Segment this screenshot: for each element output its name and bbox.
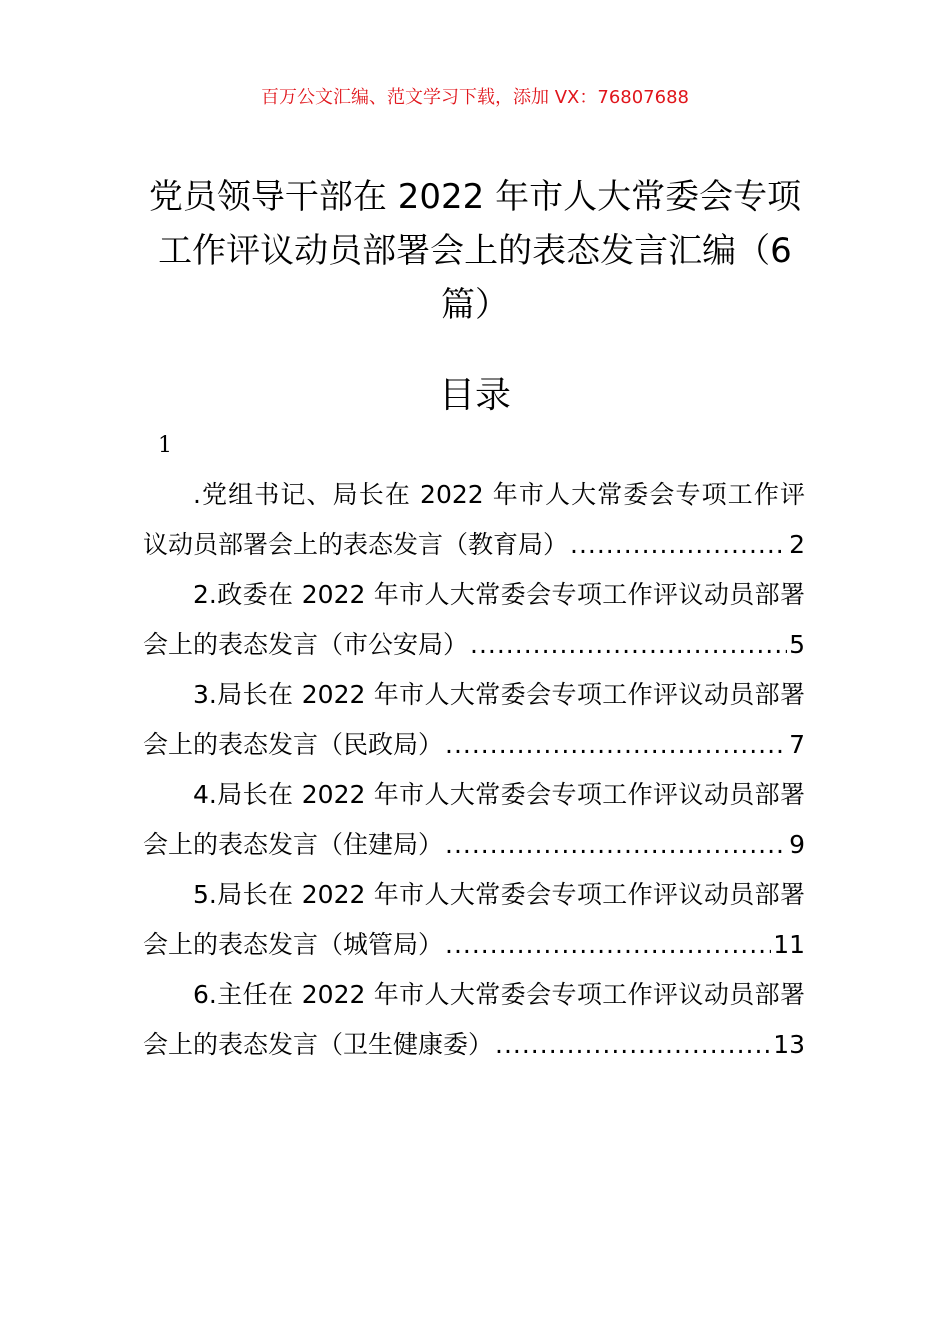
toc-entry-5[interactable]: [143, 870, 805, 970]
toc-entry-text: 会上的表态发言（卫生健康委）: [143, 1030, 494, 1059]
toc-entry-line1: 4.局长在 2022 年市人大常委会专项工作评议动员部署: [193, 780, 805, 809]
toc-page-number: 9: [789, 830, 805, 859]
document-title: 党员领导干部在 2022 年市人大常委会专项工作评议动员部署会上的表态发言汇编（6 篇）: [148, 177, 802, 325]
toc-page-number: 7: [789, 730, 805, 759]
toc-entry-line1: 6.主任在 2022 年市人大常委会专项工作评议动员部署: [193, 980, 805, 1009]
toc-entry-text: 议动员部署会上的表态发言（教育局）: [143, 530, 569, 559]
toc-entry-line2: [143, 620, 805, 670]
toc-page-number: 5: [789, 630, 805, 659]
toc-entry-line2: [143, 520, 805, 570]
toc-entry-line2: [143, 1020, 805, 1070]
toc-entry-line1: 5.局长在 2022 年市人大常委会专项工作评议动员部署: [193, 880, 805, 909]
toc-dot-leader: [445, 720, 787, 770]
header-note: 百万公文汇编、范文学习下载，添加 VX：76807688: [261, 87, 689, 108]
toc-entry-line2: [143, 720, 805, 770]
toc-heading: 目录: [438, 375, 511, 416]
toc-entry-line1: 3.局长在 2022 年市人大常委会专项工作评议动员部署: [193, 680, 805, 709]
toc-entry-line2: [143, 920, 805, 970]
toc-entry-6[interactable]: [143, 970, 805, 1070]
toc-entry-text: 会上的表态发言（市公安局）: [143, 630, 469, 659]
toc-dot-leader: [470, 620, 787, 670]
toc-dot-leader: [445, 820, 787, 870]
toc-entry-text: 会上的表态发言（民政局）: [143, 730, 444, 759]
toc-entry-line2: [143, 820, 805, 870]
toc-stray-number: 1: [158, 433, 172, 458]
toc-page-number: 11: [773, 930, 805, 959]
toc-entry-4[interactable]: [143, 770, 805, 870]
toc-page-number: 2: [789, 530, 805, 559]
toc-entry-3[interactable]: [143, 670, 805, 770]
toc-entry-text: 会上的表态发言（住建局）: [143, 830, 444, 859]
toc-entry-1[interactable]: [143, 470, 805, 570]
toc-page-number: 13: [773, 1030, 805, 1059]
toc-entry-line1: .党组书记、局长在 2022 年市人大常委会专项工作评: [193, 480, 805, 509]
toc-dot-leader: [570, 520, 787, 570]
toc-list: [143, 470, 805, 1070]
toc-dot-leader: [445, 920, 771, 970]
toc-dot-leader: [495, 1020, 771, 1070]
toc-entry-2[interactable]: [143, 570, 805, 670]
toc-entry-line1: 2.政委在 2022 年市人大常委会专项工作评议动员部署: [193, 580, 805, 609]
toc-entry-text: 会上的表态发言（城管局）: [143, 930, 444, 959]
